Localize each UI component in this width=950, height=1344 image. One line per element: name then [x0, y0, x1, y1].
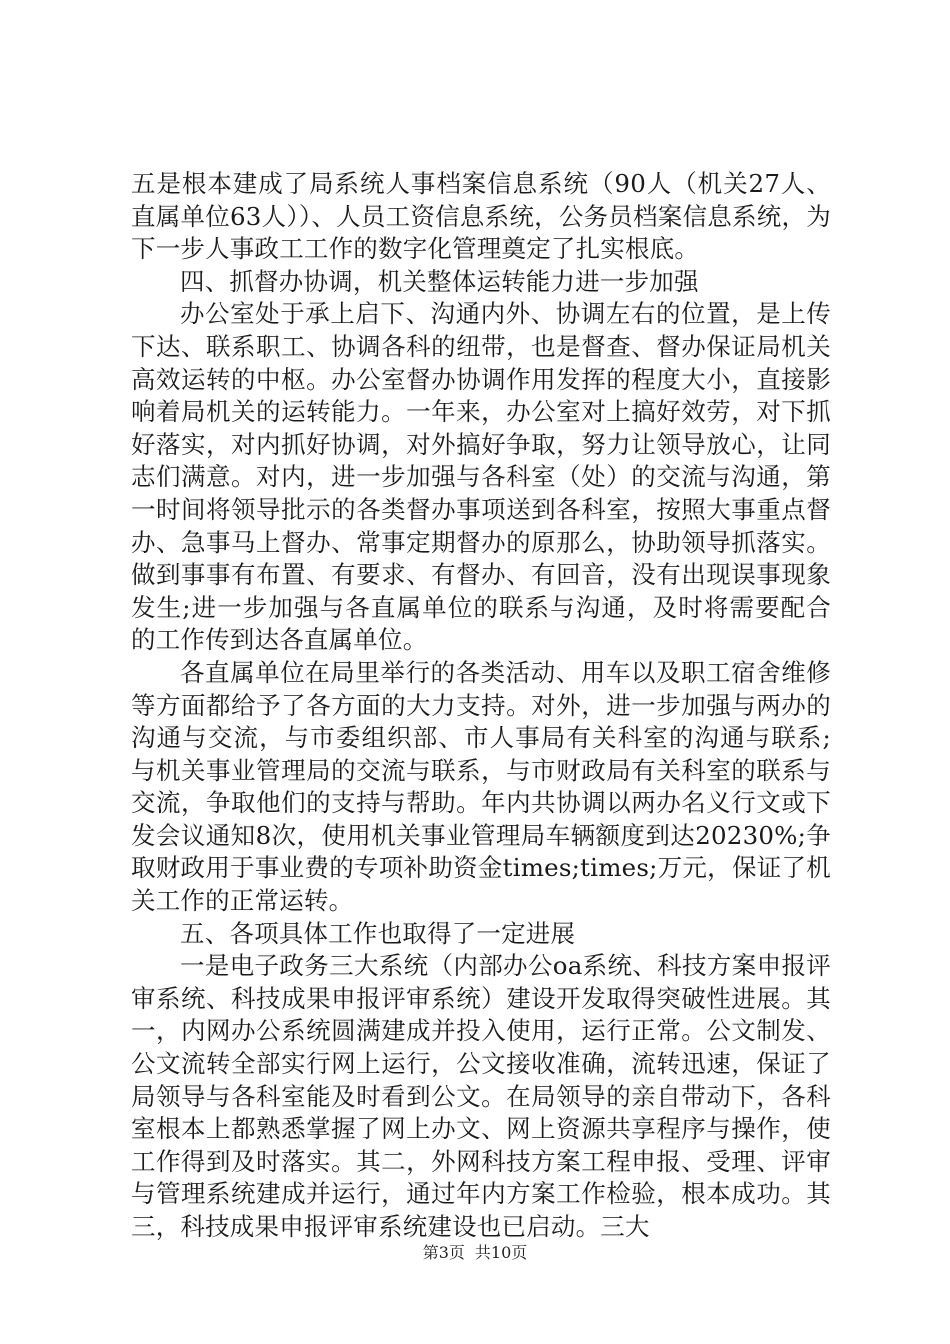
paragraph-external-coordination: 各直属单位在局里举行的各类活动、用车以及职工宿舍维修等方面都给予了各方面的大力支持。对外，进一步加强与两办的沟通与交流，与市委组织部、市人事局有关科室的沟通与联系;与机关事业管理局的交流与联系，与市财政局有关科室的联系与交流，争取他们的支持与帮助。年内共协调以两办名义行文或下发会议通知8次，使用机关事业管理局车辆额度到达20230%;争取财政用于事业费的专项补助资金times;times;万元，保证了机关工作的正常运转。 [131, 657, 831, 916]
page-number: 第3页 [422, 1243, 465, 1262]
paragraph-office-coordination: 办公室处于承上启下、沟通内外、协调左右的位置，是上传下达、联系职工、协调各科的纽带，也是督查、督办保证局机关高效运转的中枢。办公室督办协调作用发挥的程度大小，直接影响着局机关的运转能力。一年来，办公室对上搞好效劳，对下抓好落实，对内抓好协调，对外搞好争取，努力让领导放心，让同志们满意。对内，进一步加强与各科室（处）的交流与沟通，第一时间将领导批示的各类督办事项送到各科室，按照大事重点督办、急事马上督办、常事定期督办的原那么，协助领导抓落实。做到事事有布置、有要求、有督办、有回音，没有出现误事现象发生;进一步加强与各直属单位的联系与沟通，及时将需要配合的工作传到达各直属单位。 [131, 299, 831, 655]
section-heading-supervision: 四、抓督办协调，机关整体运转能力进一步加强 [180, 266, 699, 296]
document-body [131, 168, 831, 1244]
page-total: 共10页 [474, 1243, 528, 1262]
paragraph-e-government: 一是电子政务三大系统（内部办公oa系统、科技方案申报评审系统、科技成果申报评审系统）建设开发取得突破性进展。其一，内网办公系统圆满建成并投入使用，运行正常。公文制发、公文流转全部实行网上运行，公文接收准确，流转迅速，保证了局领导与各科室能及时看到公文。在局领导的亲自带动下，各科室根本上都熟悉掌握了网上办文、网上资源共享程序与操作，使工作得到及时落实。其二，外网科技方案工程申报、受理、评审与管理系统建成并运行，通过年内方案工作检验，根本成功。其三，科技成果申报评审系统建设也已启动。三大 [131, 951, 831, 1241]
paragraph-personnel-systems: 五是根本建成了局系统人事档案信息系统（90人（机关27人、直属单位63人））、人员工资信息系统，公务员档案信息系统，为下一步人事政工工作的数字化管理奠定了扎实根底。 [131, 169, 831, 264]
page-footer [0, 1243, 950, 1263]
section-heading-progress: 五、各项具体工作也取得了一定进展 [180, 918, 576, 948]
